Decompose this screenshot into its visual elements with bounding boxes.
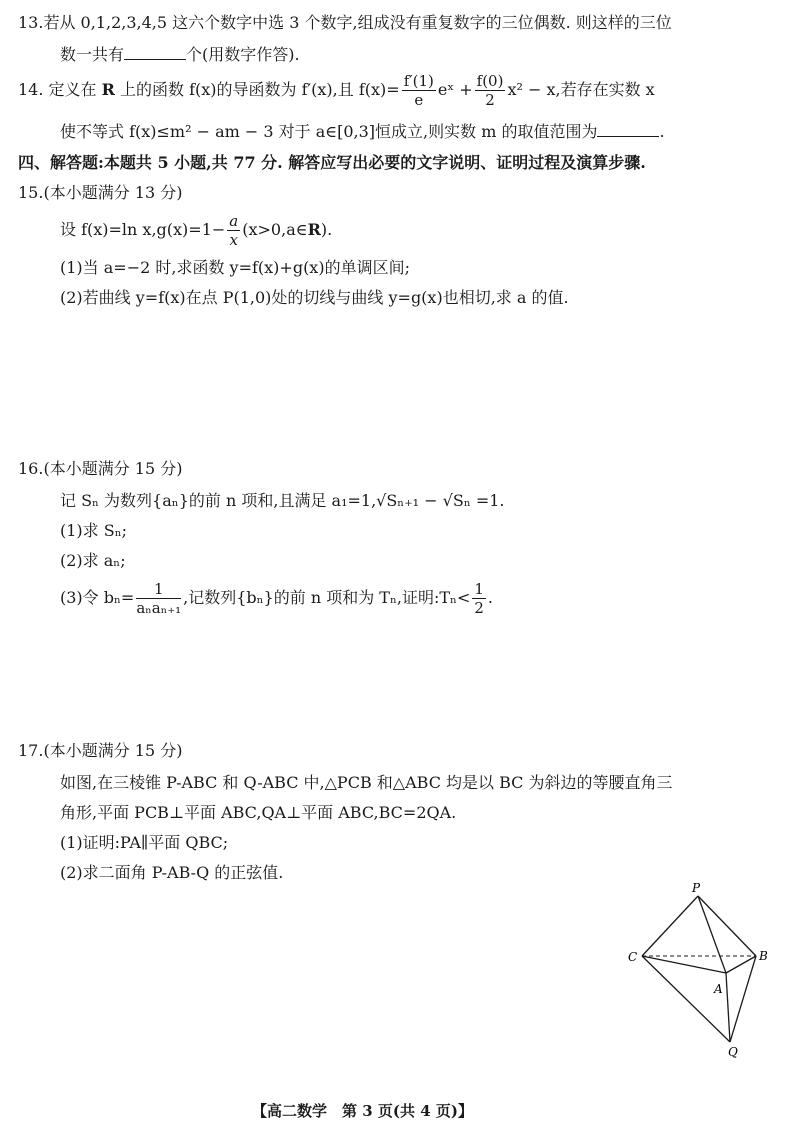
q14-text-a: 14. 定义在 (18, 80, 102, 99)
q14-real-symbol: R (101, 80, 115, 99)
q15-stem (60, 212, 332, 249)
q14-frac2-den: 2 (485, 91, 495, 109)
label-q: Q (728, 1045, 738, 1059)
label-c: C (628, 950, 638, 964)
q16-frac2-den: 2 (474, 599, 484, 617)
q16-part3-b: ,记数列{bₙ}的前 n 项和为 Tₙ,证明:Tₙ< (183, 588, 471, 607)
q15-stem-b: (x>0,a∈ (242, 220, 308, 239)
q14-frac1-den: e (414, 91, 424, 109)
q14-answer-blank (597, 122, 659, 137)
q16-part1: (1)求 Sₙ; (60, 521, 128, 540)
q15-part1: (1)当 a=−2 时,求函数 y=f(x)+g(x)的单调区间; (60, 258, 410, 277)
label-a: A (714, 982, 723, 996)
edge-pb (698, 896, 756, 956)
q14-frac2-num: f(0) (476, 72, 504, 90)
label-b: B (759, 949, 768, 963)
q15-stem-c: ). (320, 220, 333, 239)
q16-fraction-b (136, 580, 181, 617)
q14-fraction-1 (402, 72, 436, 109)
q15-header: 15.(本小题满分 13 分) (18, 183, 183, 202)
q16-part3-c: . (487, 588, 494, 607)
q16-frac-num: 1 (136, 580, 181, 599)
pyramid-figure (620, 880, 780, 1060)
q13-line2 (60, 44, 300, 66)
q16-part2: (2)求 aₙ; (60, 551, 126, 570)
q13-answer-blank (124, 45, 186, 60)
q16-part3 (60, 580, 493, 617)
q14-line2-text: 使不等式 f(x)≤m² − am − 3 对于 a∈[0,3]恒成立,则实数 m 的取值范围为 (60, 122, 598, 141)
edge-pc (642, 896, 698, 956)
q17-stem-line2: 角形,平面 PCB⊥平面 ABC,QA⊥平面 ABC,BC=2QA. (60, 803, 457, 822)
q16-frac2-num: 1 (474, 580, 484, 598)
q16-stem: 记 Sₙ 为数列{aₙ}的前 n 项和,且满足 a₁=1,√Sₙ₊₁ − √Sₙ =1. (60, 491, 505, 510)
edge-ca (642, 956, 726, 973)
edge-pa (698, 896, 726, 973)
q14-line2 (60, 121, 665, 143)
q14-line2-end: . (659, 122, 665, 141)
q16-header: 16.(本小题满分 15 分) (18, 459, 183, 478)
q14-line1 (18, 72, 655, 109)
edge-aq (726, 973, 730, 1042)
edge-cq (642, 956, 730, 1042)
q14-text-c: eˣ + (437, 80, 473, 99)
q14-text-d: x² − x,若存在实数 x (507, 80, 655, 99)
label-p: P (692, 881, 701, 895)
page-footer: 【高二数学 第 3 页(共 4 页)】 (252, 1102, 473, 1120)
q15-stem-a: 设 f(x)=ln x,g(x)=1− (60, 220, 226, 239)
q16-frac-den: aₙaₙ₊₁ (136, 599, 182, 617)
q15-frac-num: a (229, 212, 239, 230)
q17-part1: (1)证明:PA∥平面 QBC; (60, 833, 229, 852)
q14-fraction-2 (475, 72, 506, 109)
q13-line1: 13.若从 0,1,2,3,4,5 这六个数字中选 3 个数字,组成没有重复数字的三位偶数. 则这样的三位 (18, 13, 672, 32)
q15-frac-den: x (229, 231, 238, 249)
q17-part2: (2)求二面角 P-AB-Q 的正弦值. (60, 863, 284, 882)
q15-part2: (2)若曲线 y=f(x)在点 P(1,0)处的切线与曲线 y=g(x)也相切,求 a 的值. (60, 288, 569, 307)
q17-stem-line1: 如图,在三棱锥 P-ABC 和 Q-ABC 中,△PCB 和△ABC 均是以 BC 为斜边的等腰直角三 (60, 773, 673, 792)
q16-fraction-half (472, 580, 486, 617)
q15-fraction (227, 212, 240, 249)
q13-line2-text-a: 数一共有 (60, 45, 125, 64)
q16-part3-a: (3)令 bₙ= (60, 588, 135, 607)
section-4-title: 四、解答题:本题共 5 小题,共 77 分. 解答应写出必要的文字说明、证明过程及演算步骤. (18, 153, 646, 172)
q14-frac1-num: f′(1) (403, 72, 434, 90)
q15-real-symbol: R (307, 220, 321, 239)
q14-text-b: 上的函数 f(x)的导函数为 f′(x),且 f(x)= (114, 80, 400, 99)
q13-line2-text-b: 个(用数字作答). (186, 45, 300, 64)
q17-header: 17.(本小题满分 15 分) (18, 741, 183, 760)
